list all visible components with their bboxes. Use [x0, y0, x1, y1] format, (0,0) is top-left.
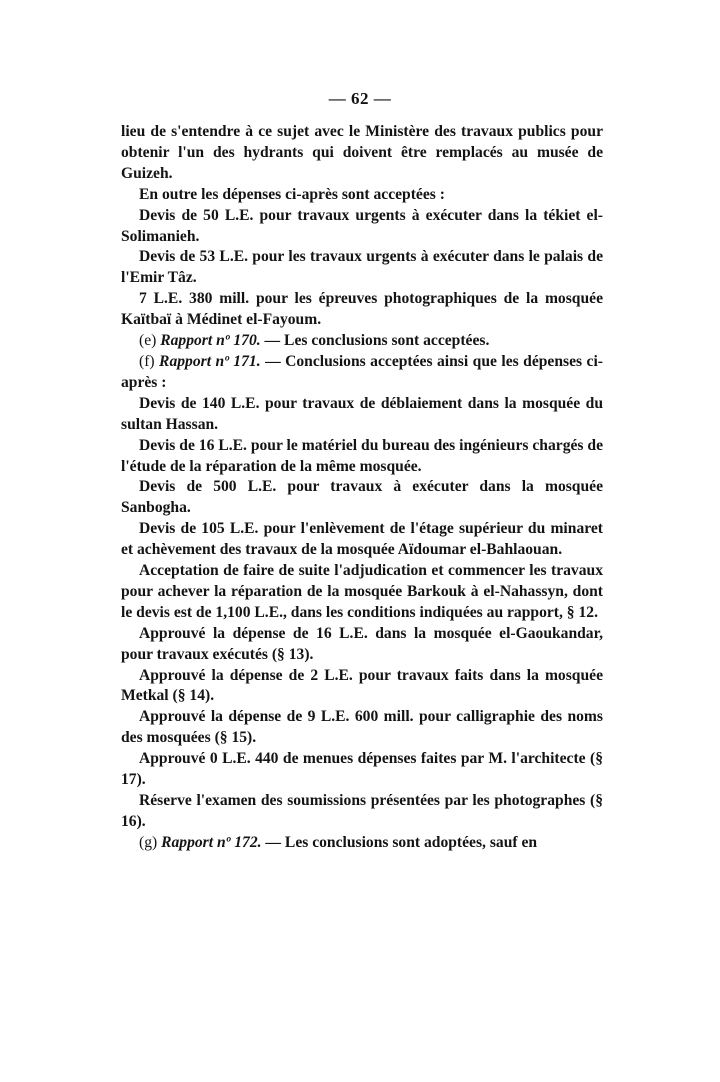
paragraph-devis-taz	[121, 247, 603, 289]
paragraph-text: Devis de 53 L.E. pour les travaux urgents à exécuter dans le palais de l'Emir Tâz.	[121, 248, 603, 287]
paragraph-rapport-170	[121, 331, 603, 352]
paragraph-text: Devis de 140 L.E. pour travaux de déblaiement dans la mosquée du sultan Hassan.	[121, 394, 603, 433]
paragraph-text: En outre les dépenses ci-après sont acceptées :	[139, 185, 445, 203]
paragraph-calligraphie	[121, 707, 603, 749]
paragraph-hydrants	[121, 122, 603, 185]
paragraph-text: Approuvé 0 L.E. 440 de menues dépenses faites par M. l'architecte (§ 17).	[121, 750, 603, 789]
paragraph-rapport-172	[121, 833, 603, 854]
paragraph-devis-hassan	[121, 394, 603, 436]
paragraph-text: 7 L.E. 380 mill. pour les épreuves photographiques de la mosquée Kaïtbaï à Médinet el-Fayoum.	[121, 290, 603, 329]
paragraph-text: Devis de 16 L.E. pour le matériel du bureau des ingénieurs chargés de l'étude de la réparation de la même mosquée.	[121, 436, 603, 475]
paragraph-depenses-intro	[121, 185, 603, 206]
paragraph-text: Approuvé la dépense de 9 L.E. 600 mill. pour calligraphie des noms des mosquées (§ 15).	[121, 708, 603, 747]
report-reference: Rapport nº 172.	[161, 833, 262, 851]
paragraph-text: Devis de 500 L.E. pour travaux à exécuter dans la mosquée Sanbogha.	[121, 478, 603, 517]
item-marker: (e)	[139, 332, 161, 350]
report-reference: Rapport nº 171.	[159, 352, 261, 370]
item-marker: (g)	[139, 833, 162, 851]
paragraph-devis-tekiet	[121, 206, 603, 248]
paragraph-rapport-171	[121, 352, 603, 394]
paragraph-devis-sanbogha	[121, 477, 603, 519]
paragraph-soumissions	[121, 791, 603, 833]
paragraph-text: — Les conclusions sont acceptées.	[260, 332, 490, 350]
paragraph-text: Acceptation de faire de suite l'adjudication et commencer les travaux pour achever la réparation de la mosquée Barkouk à el-Nahassyn, dont le devis est de 1,100 L.E., dans les conditions indiquées au rapport, § 12.	[121, 562, 603, 621]
paragraph-text: — Conclusions acceptées ainsi que les dépenses ci-après :	[121, 352, 603, 391]
page-number: — 62 —	[328, 89, 392, 108]
paragraph-text: — Les conclusions sont adoptées, sauf en	[261, 833, 538, 851]
paragraph-devis-ingenieurs	[121, 436, 603, 478]
body-text	[121, 122, 603, 854]
paragraph-text: Devis de 50 L.E. pour travaux urgents à exécuter dans la tékiet el-Solimanieh.	[121, 206, 603, 245]
item-marker: (f)	[139, 352, 160, 370]
paragraph-text: Réserve l'examen des soumissions présentées par les photographes (§ 16).	[121, 792, 603, 830]
paragraph-text: lieu de s'entendre à ce sujet avec le Ministère des travaux publics pour obtenir l'un des hydrants qui doivent être remplacés au musée de Guizeh.	[121, 123, 603, 182]
paragraph-gaoukandar	[121, 624, 603, 666]
paragraph-text: Approuvé la dépense de 2 L.E. pour travaux faits dans la mosquée Metkal (§ 14).	[121, 666, 603, 705]
paragraph-epreuves-photo	[121, 289, 603, 331]
paragraph-text: Approuvé la dépense de 16 L.E. dans la mosquée el-Gaoukandar, pour travaux exécutés (§ 13).	[121, 624, 603, 663]
report-reference: Rapport nº 170.	[160, 332, 261, 350]
paragraph-devis-minaret	[121, 519, 603, 561]
paragraph-menues-depenses	[121, 749, 603, 791]
paragraph-metkal	[121, 666, 603, 708]
paragraph-text: Devis de 105 L.E. pour l'enlèvement de l'étage supérieur du minaret et achèvement des travaux de la mosquée Aïdoumar el-Bahlaouan.	[121, 520, 603, 559]
paragraph-adjudication	[121, 561, 603, 624]
